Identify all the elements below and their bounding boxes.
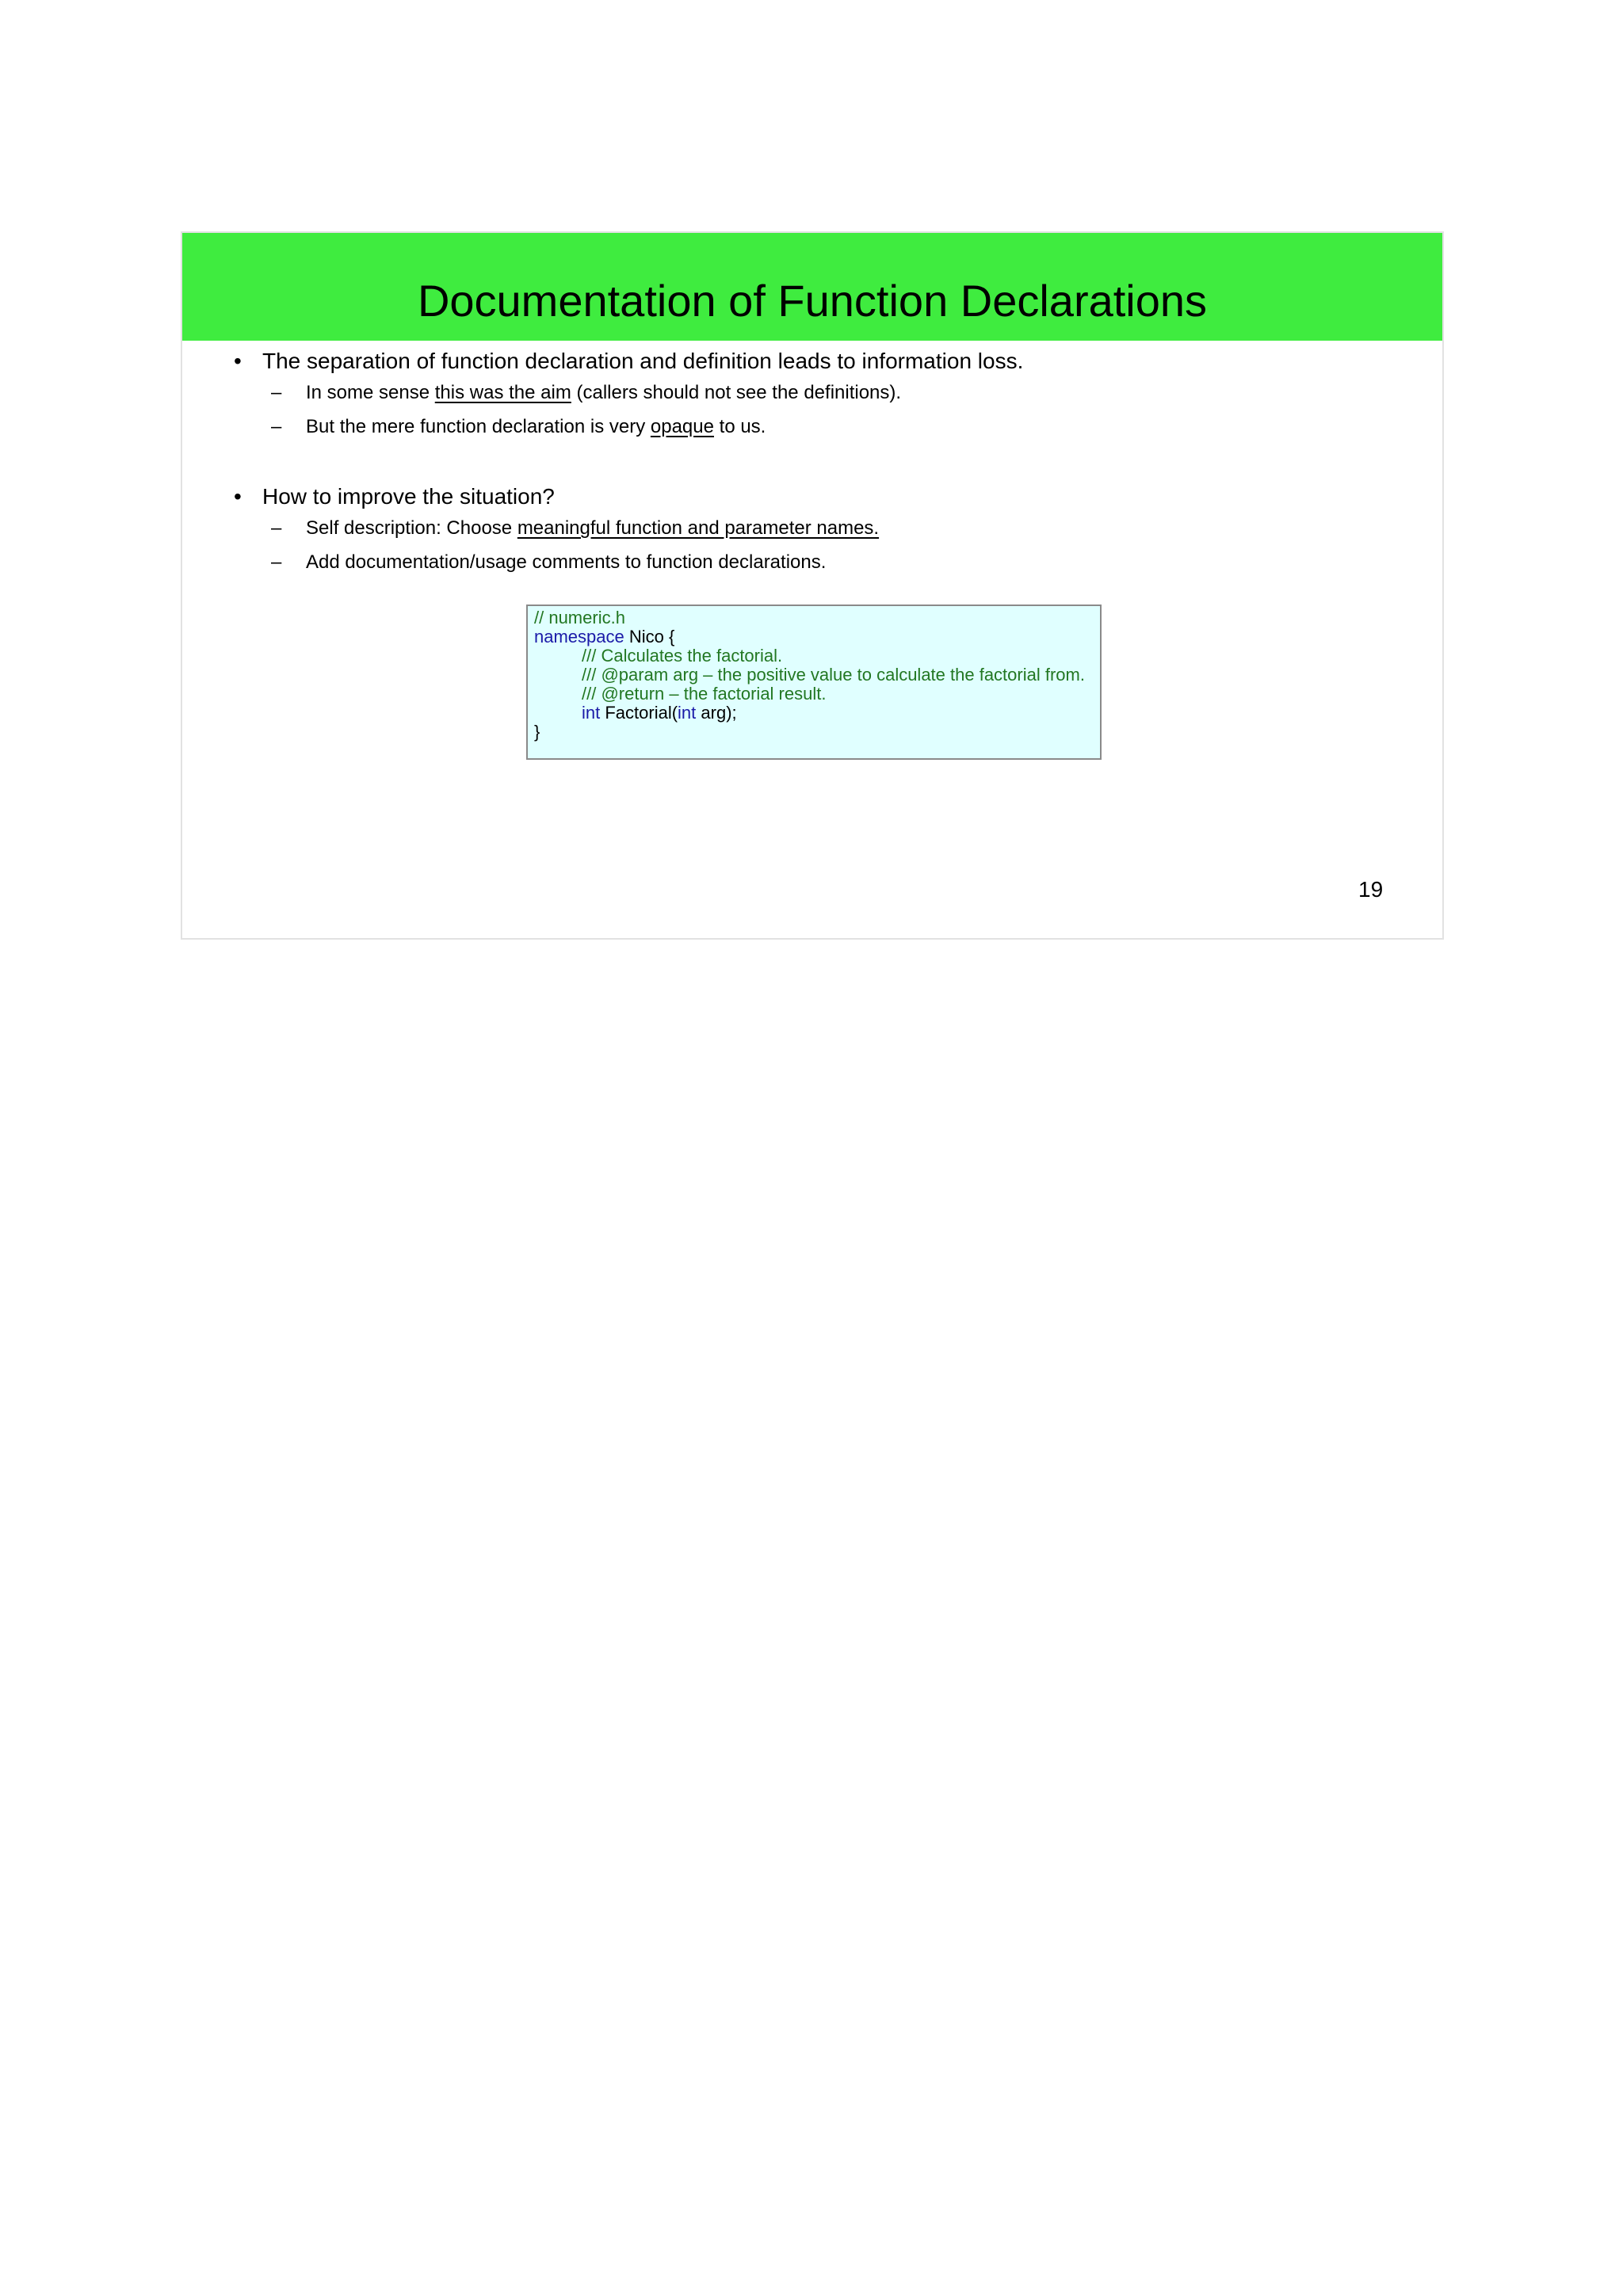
text-segment: (callers should not see the definitions).	[571, 382, 902, 403]
code-line-4	[582, 666, 1085, 685]
code-comment: /// Calculates the factorial.	[582, 646, 783, 666]
code-text: Factorial(	[600, 703, 678, 723]
bullet-text: How to improve the situation?	[262, 484, 555, 509]
page-number: 19	[1358, 877, 1384, 902]
text-segment: In some sense	[306, 382, 435, 403]
underlined-text: opaque	[650, 416, 714, 437]
code-keyword: int	[678, 703, 697, 723]
sub-bullet-text	[306, 381, 901, 405]
code-text: arg);	[696, 703, 737, 723]
code-comment: /// @return – the factorial result.	[582, 684, 827, 704]
code-text: }	[534, 722, 540, 742]
bullet-text: The separation of function declaration and definition leads to information loss.	[262, 349, 1024, 373]
sub-bullet-marker: –	[271, 551, 282, 573]
bullet-marker: •	[234, 349, 242, 373]
sub-bullet-text	[306, 517, 879, 540]
sub-bullet-text	[306, 415, 766, 439]
sub-bullet-text	[306, 551, 826, 574]
code-line-3	[582, 646, 782, 666]
code-line-5	[582, 685, 826, 704]
underlined-text: this was the aim	[434, 382, 571, 403]
text-segment: to us.	[713, 416, 766, 437]
slide	[181, 231, 1444, 940]
code-line-1	[534, 608, 625, 627]
underlined-text: meaningful function and parameter names.	[517, 517, 880, 539]
slide-title: Documentation of Function Declarations	[417, 276, 1208, 326]
code-keyword: namespace	[534, 627, 624, 646]
code-text: Nico {	[624, 627, 675, 646]
sub-bullet-marker: –	[271, 416, 282, 437]
code-keyword: int	[582, 703, 601, 723]
code-comment: /// @param arg – the positive value to calculate the factorial from.	[582, 665, 1085, 685]
bullet-marker: •	[234, 484, 242, 509]
code-snippet	[526, 605, 1102, 760]
text-segment: But the mere function declaration is very	[306, 416, 651, 437]
code-comment: // numeric.h	[534, 608, 625, 627]
text-segment: Self description: Choose	[306, 517, 517, 539]
text-segment: Add documentation/usage comments to function declarations.	[306, 551, 827, 573]
code-line-7	[534, 723, 540, 742]
title-bar	[182, 233, 1442, 341]
code-line-6	[582, 704, 737, 723]
code-line-2	[534, 627, 674, 646]
sub-bullet-marker: –	[271, 382, 282, 403]
sub-bullet-marker: –	[271, 517, 282, 539]
